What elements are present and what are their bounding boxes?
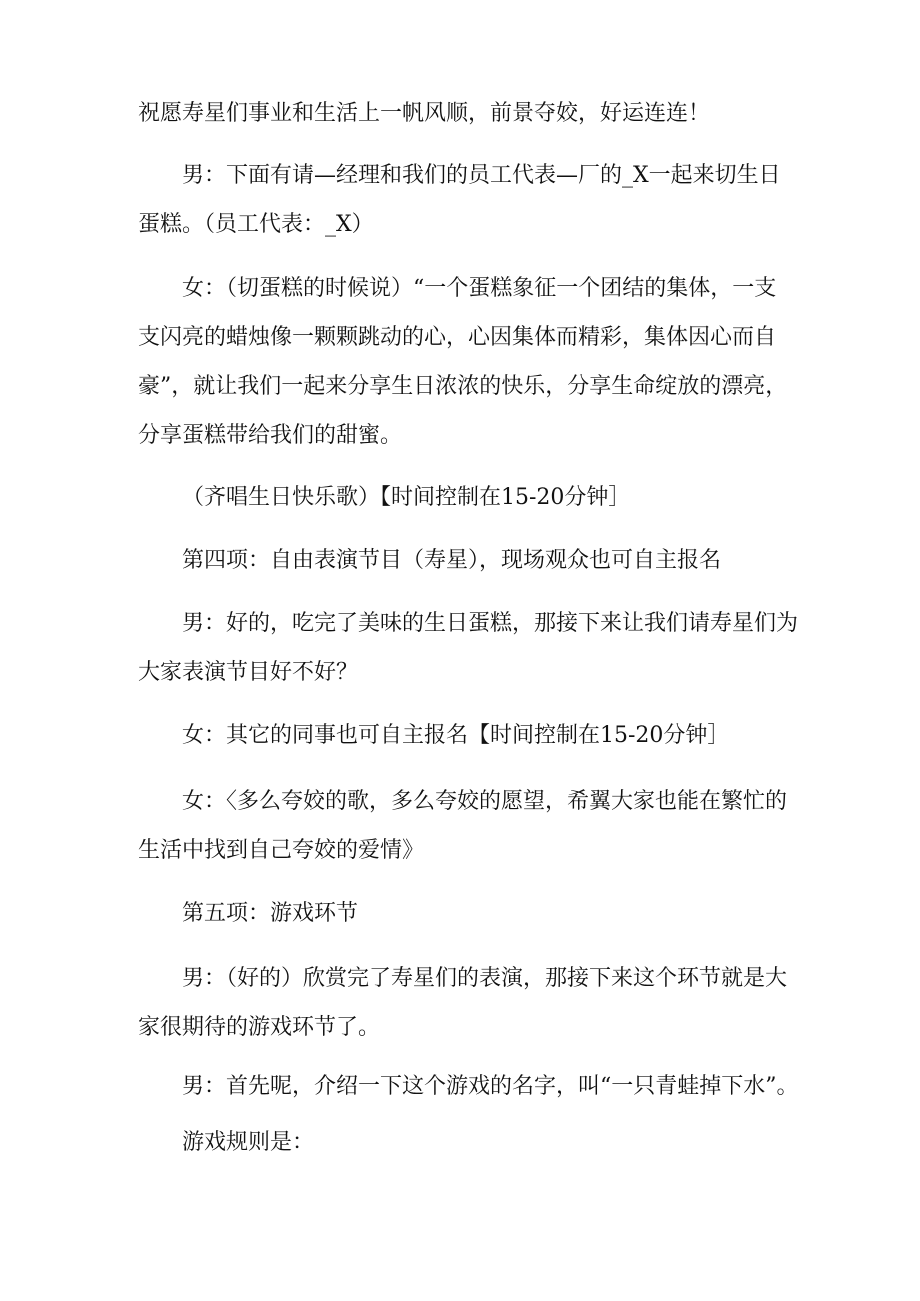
text-line: 男：（好的）欣赏完了寿星们的表演，那接下来这个环节就是大 [182,966,788,991]
text-line: 分享蛋糕带给我们的甜蜜。 [138,423,403,448]
text-line: 男：好的，吃完了美味的生日蛋糕，那接下来让我们请寿星们为 [182,611,799,636]
text-line: 豪”，就让我们一起来分享生日浓浓的快乐，分享生命绽放的漂亮， [138,374,788,399]
section-heading: 第五项：游戏环节 [182,901,359,926]
text-line: 男：首先呢，介绍一下这个游戏的名字，叫“一只青蛙掉下水”。 [182,1074,799,1099]
text-line: 女：其它的同事也可自主报名【时间控制在15-20分钟］ [182,723,730,748]
text-line: （齐唱生日快乐歌）【时间控制在15-20分钟］ [182,485,631,510]
text-line: 蛋糕。（员工代表：_X） [138,212,374,237]
text-line: 游戏规则是： [182,1130,315,1155]
text-line: 女：（切蛋糕的时候说）“一个蛋糕象征一个团结的集体，一支 [182,276,777,301]
text-line: 祝愿寿星们事业和生活上一帆风顺，前景夺姣，好运连连！ [138,101,711,126]
text-line: 大家表演节目好不好？ [138,660,359,685]
text-line: 支闪亮的蜡烛像一颗颗跳动的心，心因集体而精彩，集体因心而自 [138,325,777,350]
text-line: 家很期待的游戏环节了。 [138,1015,381,1040]
text-line: 生活中找到自己夸姣的爱情》 [138,838,425,863]
section-heading: 第四项：自由表演节目（寿星），现场观众也可自主报名 [182,548,722,573]
text-line: 女：〈多么夸姣的歌，多么夸姣的愿望，希翼大家也能在繁忙的 [182,789,788,814]
text-line: 男：下面有请—经理和我们的员工代表—厂的_X一起来切生日 [182,163,781,188]
